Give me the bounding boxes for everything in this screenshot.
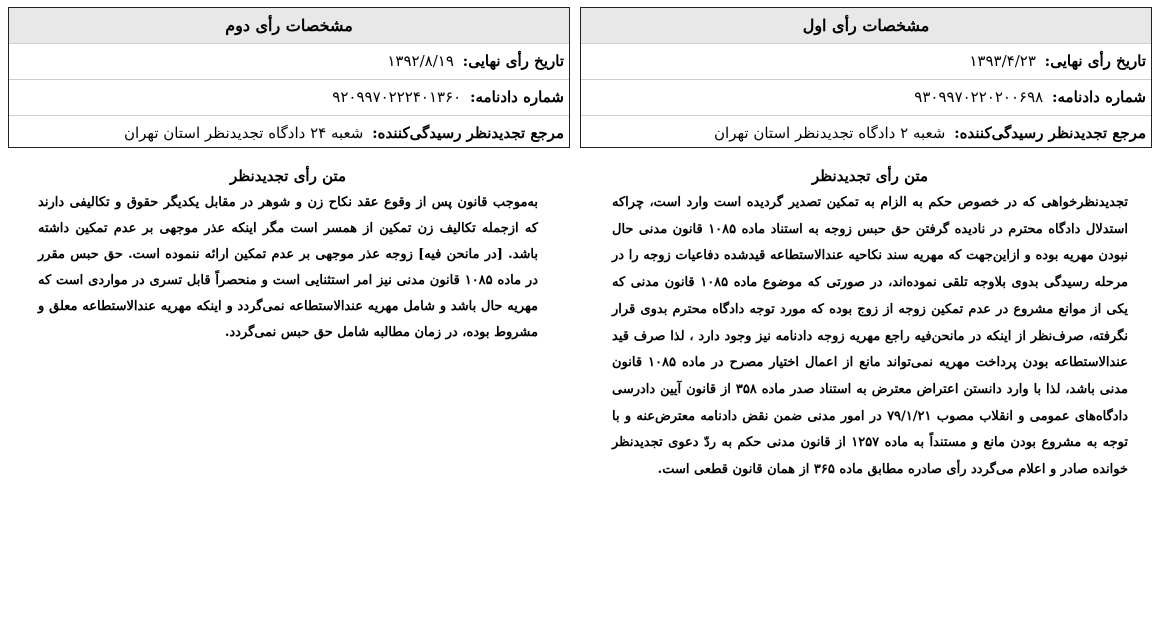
first-verdict-text-body: تجدیدنظرخواهی که در خصوص حکم به الزام به تمکین تصدیر گردیده است وارد است، چراکه استدلال دادگاه محترم در نادیده گرفتن حق حبس زوجه به استناد ماده ۱۰۸۵ قانون مدنی حال نبودن مهریه بوده و ازاین‌جهت که مهریه سند نکاحیه عندالاستطاعه قیدشده دفاعیات زوجه را در مرحله رسیدگی بدوی بلاوجه تلقی نموده‌اند، در صورتی که موضوع ماده ۱۰۸۵ قانون مدنی که یکی از موانع مشروع در عدم تمکین زوجه از زوج بوده که مورد توجه دادگاه محترم بدوی قرار نگرفته، صرف‌نظر از اینکه در مانحن‌فیه راجع مهریه زوجه دادنامه نیز وجود دارد ، لذا صرف قید عندالاستطاعه بودن پرداخت مهریه نمی‌تواند مانع از اعمال اختیار مصرح در ماده ۱۰۸۵ قانون مدنی باشد، لذا با وارد دانستن اعتراض معترض به استناد صدر ماده ۳۵۸ از قانون آیین دادرسی دادگاه‌های عمومی و انقلاب مصوب ۷۹/۱/۲۱ در امور مدنی ضمن نقض دادنامه معترض‌عنه و با توجه به مشروع بودن مانع و مستنداً به ماده ۱۲۵۷ از قانون مدنی حکم به ردّ دعوی تجدیدنظر خوانده صادر و اعلام می‌گردد رأی صادره مطابق ماده ۳۶۵ از همان قانون قطعی است.: [612, 195, 1129, 478]
second-final-date-row: [9, 43, 569, 79]
second-final-date-value: ۱۳۹۲/۸/۱۹: [387, 52, 454, 70]
second-appeal-court-label: مرجع تجدیدنظر رسیدگی‌کننده:: [372, 124, 564, 142]
second-verdict-text-title: متن رأی تجدیدنظر: [229, 167, 347, 185]
first-appeal-court-row: [581, 115, 1151, 151]
first-verdict-text-title: متن رأی تجدیدنظر: [811, 167, 929, 185]
second-verdict-text-body: به‌موجب قانون پس از وقوع عقد نکاح زن و شوهر در مقابل یکدیگر حقوق و تکالیفی دارند که ازجمله تکالیف زن تمکین از همسر است مگر اینکه عذر موجهی بر عدم تمکین داشته باشد. [در مانحن فیه] زوجه عذر موجهی بر عدم تمکین ارائه ننموده است. حق حبس مقرر در ماده ۱۰۸۵ قانون مدنی نیز امر استثنایی است و منحصراً قابل تسری در مواردی است که مهریه حال باشد و شامل مهریه عندالاستطاعه نمی‌گردد و اینکه مهریه عندالاستطاعه معلق و مشروط بوده، در زمان مطالبه شامل حق حبس نمی‌گردد.: [38, 195, 538, 340]
second-verdict-text-section: [38, 162, 538, 346]
second-final-date-label: تاریخ رأی نهایی:: [462, 52, 564, 70]
second-verdict-number-row: [9, 79, 569, 115]
first-appeal-court-value: شعبه ۲ دادگاه تجدیدنظر استان تهران: [714, 124, 946, 142]
first-final-date-value: ۱۳۹۳/۴/۲۳: [969, 52, 1036, 70]
first-final-date-row: [581, 43, 1151, 79]
first-verdict-specs-box: [580, 7, 1152, 148]
first-verdict-number-row: [581, 79, 1151, 115]
second-appeal-court-value: شعبه ۲۴ دادگاه تجدیدنظر استان تهران: [123, 124, 364, 142]
second-verdict-number-value: ۹۲۰۹۹۷۰۲۲۲۴۰۱۳۶۰: [332, 88, 462, 106]
second-verdict-number-label: شماره دادنامه:: [469, 88, 564, 106]
second-verdict-specs-title: مشخصات رأی دوم: [9, 8, 569, 43]
first-final-date-label: تاریخ رأی نهایی:: [1044, 52, 1146, 70]
second-appeal-court-row: [9, 115, 569, 151]
first-verdict-number-value: ۹۳۰۹۹۷۰۲۲۰۲۰۰۶۹۸: [914, 88, 1044, 106]
first-verdict-specs-title: مشخصات رأی اول: [581, 8, 1151, 43]
second-verdict-specs-box: [8, 7, 570, 148]
first-verdict-text-section: [612, 162, 1128, 484]
first-verdict-number-label: شماره دادنامه:: [1051, 88, 1146, 106]
first-appeal-court-label: مرجع تجدیدنظر رسیدگی‌کننده:: [954, 124, 1146, 142]
